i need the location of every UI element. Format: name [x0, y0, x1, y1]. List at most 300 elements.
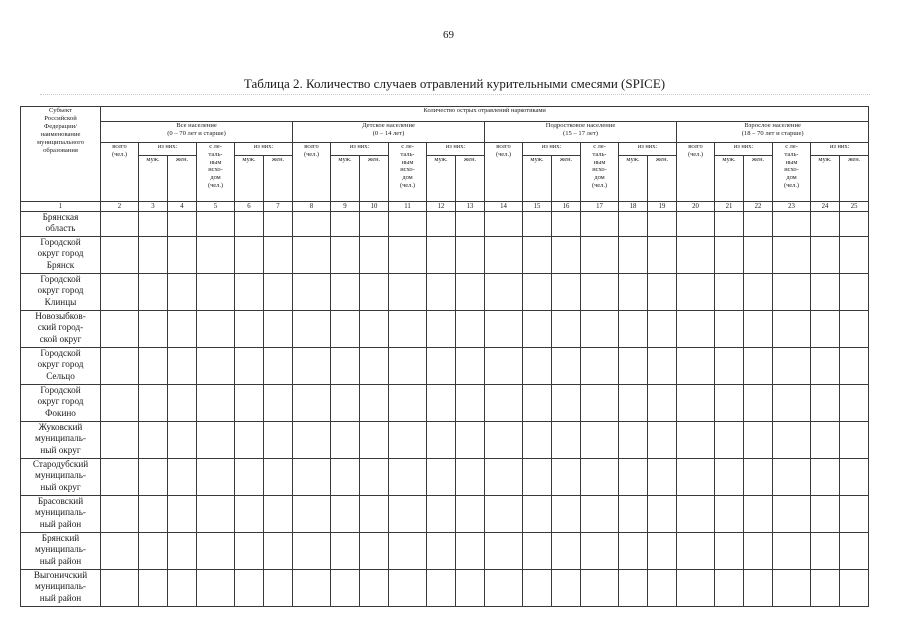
- column-number: 10: [360, 202, 389, 212]
- data-cell: [427, 570, 456, 607]
- table-row: [21, 422, 869, 459]
- lethal-header-line: (чел.): [783, 182, 800, 190]
- data-cell: [523, 274, 552, 311]
- row-name-line: Брянская: [42, 212, 79, 222]
- data-cell: [677, 422, 715, 459]
- row-name-line: Выгоничский: [33, 570, 88, 580]
- data-cell: [360, 422, 389, 459]
- data-cell: [427, 459, 456, 496]
- column-number: 5: [197, 202, 235, 212]
- row-name-line: ный район: [39, 518, 82, 529]
- lethal-header-line: (чел.): [399, 182, 416, 190]
- data-cell: [744, 570, 773, 607]
- lethal-header-line: исхо-: [592, 166, 607, 174]
- data-cell: [360, 348, 389, 385]
- data-cell: [264, 311, 293, 348]
- data-cell: [235, 311, 264, 348]
- row-name-line: ской округ: [39, 333, 82, 344]
- data-cell: [456, 212, 485, 237]
- male-header: муж.: [235, 156, 264, 202]
- data-cell: [264, 274, 293, 311]
- data-cell: [485, 570, 523, 607]
- lethal-header-line: дом: [402, 174, 413, 182]
- data-cell: [264, 348, 293, 385]
- data-cell: [811, 274, 840, 311]
- row-name-line: муниципаль-: [35, 507, 86, 518]
- lethal-header-line: таль-: [592, 150, 607, 158]
- of-them-header: из них:: [811, 143, 869, 156]
- data-cell: [389, 570, 427, 607]
- male-header: муж.: [619, 156, 648, 202]
- total-header-line: всего: [688, 143, 703, 150]
- male-header: муж.: [715, 156, 744, 202]
- group-header-line: (0 – 70 лет и старше): [167, 130, 226, 138]
- data-cell: [264, 385, 293, 422]
- group-header-line: Подростковое население: [545, 122, 616, 129]
- lethal-header-line: исхо-: [208, 166, 223, 174]
- row-name-line: Стародубский: [32, 459, 89, 469]
- data-cell: [456, 348, 485, 385]
- data-cell: [715, 311, 744, 348]
- data-cell: [677, 348, 715, 385]
- row-name: [21, 570, 101, 607]
- female-header: жен.: [456, 156, 485, 202]
- data-cell: [456, 385, 485, 422]
- data-cell: [773, 496, 811, 533]
- data-cell: [456, 237, 485, 274]
- lethal-header-line: дом: [210, 174, 221, 182]
- data-cell: [523, 237, 552, 274]
- subject-header-line: Российской: [44, 115, 77, 123]
- data-cell: [523, 348, 552, 385]
- data-cell: [552, 533, 581, 570]
- data-cell: [485, 533, 523, 570]
- total-header-line: (чел.): [687, 150, 704, 158]
- data-cell: [389, 385, 427, 422]
- row-name-line: ный округ: [40, 481, 81, 492]
- data-cell: [235, 570, 264, 607]
- row-name-line: Жуковский: [38, 422, 83, 432]
- lethal-header-line: таль-: [784, 150, 799, 158]
- data-cell: [485, 348, 523, 385]
- column-number: 14: [485, 202, 523, 212]
- column-number: 17: [581, 202, 619, 212]
- data-cell: [677, 311, 715, 348]
- data-cell: [197, 237, 235, 274]
- table-row: [21, 212, 869, 237]
- row-name-line: Городской: [40, 385, 81, 395]
- data-cell: [715, 237, 744, 274]
- data-cell: [235, 422, 264, 459]
- subject-header-line: муниципального: [36, 139, 85, 147]
- data-cell: [331, 570, 360, 607]
- column-number: 16: [552, 202, 581, 212]
- data-cell: [360, 274, 389, 311]
- data-cell: [677, 212, 715, 237]
- data-cell: [840, 385, 869, 422]
- data-cell: [485, 212, 523, 237]
- data-cell: [715, 274, 744, 311]
- data-cell: [773, 274, 811, 311]
- data-cell: [648, 570, 677, 607]
- data-cell: [264, 237, 293, 274]
- data-cell: [360, 533, 389, 570]
- row-name-line: муниципаль-: [35, 581, 86, 592]
- data-cell: [619, 311, 648, 348]
- data-cell: [744, 212, 773, 237]
- data-cell: [581, 459, 619, 496]
- row-name-line: ский город-: [37, 322, 84, 333]
- data-cell: [811, 570, 840, 607]
- data-cell: [552, 212, 581, 237]
- group-header: [293, 122, 485, 143]
- data-cell: [485, 237, 523, 274]
- data-cell: [139, 212, 168, 237]
- data-cell: [456, 459, 485, 496]
- data-cell: [168, 496, 197, 533]
- data-cell: [648, 533, 677, 570]
- data-cell: [744, 533, 773, 570]
- data-cell: [811, 422, 840, 459]
- column-number: 13: [456, 202, 485, 212]
- data-cell: [619, 274, 648, 311]
- data-cell: [427, 422, 456, 459]
- data-cell: [331, 212, 360, 237]
- data-cell: [197, 385, 235, 422]
- column-number: 2: [101, 202, 139, 212]
- data-cell: [427, 533, 456, 570]
- row-name-line: округ город: [37, 396, 84, 407]
- data-cell: [552, 496, 581, 533]
- data-cell: [773, 459, 811, 496]
- male-header: муж.: [139, 156, 168, 202]
- column-number: 4: [168, 202, 197, 212]
- data-cell: [264, 422, 293, 459]
- lethal-header-line: (чел.): [591, 182, 608, 190]
- data-cell: [715, 422, 744, 459]
- row-name: [21, 533, 101, 570]
- column-number: 3: [139, 202, 168, 212]
- data-cell: [360, 237, 389, 274]
- page-number: 69: [443, 29, 454, 41]
- data-cell: [264, 570, 293, 607]
- data-cell: [139, 348, 168, 385]
- data-cell: [456, 422, 485, 459]
- data-cell: [773, 212, 811, 237]
- data-cell: [427, 496, 456, 533]
- group-header-line: Все население: [176, 122, 217, 129]
- table-row: [21, 385, 869, 422]
- data-cell: [581, 422, 619, 459]
- column-number: 19: [648, 202, 677, 212]
- subject-header-line: образования: [43, 147, 78, 155]
- data-cell: [139, 533, 168, 570]
- data-cell: [427, 385, 456, 422]
- data-cell: [456, 533, 485, 570]
- data-cell: [840, 496, 869, 533]
- data-cell: [331, 496, 360, 533]
- of-them-header: из них:: [715, 143, 773, 156]
- data-cell: [581, 212, 619, 237]
- data-cell: [197, 533, 235, 570]
- row-name: [21, 212, 101, 237]
- row-name-line: Новозыбков-: [35, 311, 86, 321]
- row-name-line: муниципаль-: [35, 470, 86, 481]
- total-header-line: всего: [496, 143, 511, 150]
- data-cell: [677, 533, 715, 570]
- data-cell: [485, 459, 523, 496]
- lethal-header-line: с ле-: [593, 143, 606, 150]
- data-cell: [168, 237, 197, 274]
- data-cell: [485, 311, 523, 348]
- data-cell: [523, 311, 552, 348]
- of-them-header: из них:: [619, 143, 677, 156]
- data-cell: [677, 385, 715, 422]
- row-name: [21, 459, 101, 496]
- lethal-header: [389, 143, 427, 202]
- lethal-header-line: ным: [209, 158, 222, 166]
- lethal-header-line: с ле-: [209, 143, 222, 150]
- data-cell: [485, 422, 523, 459]
- data-cell: [744, 385, 773, 422]
- data-cell: [840, 311, 869, 348]
- table-row: [21, 496, 869, 533]
- data-cell: [581, 385, 619, 422]
- data-cell: [744, 274, 773, 311]
- total-header-line: (чел.): [111, 150, 128, 158]
- data-cell: [235, 533, 264, 570]
- lethal-header: [773, 143, 811, 202]
- data-cell: [293, 422, 331, 459]
- data-cell: [456, 570, 485, 607]
- data-cell: [197, 274, 235, 311]
- data-cell: [360, 212, 389, 237]
- data-cell: [619, 348, 648, 385]
- table-title-text: Количество случаев отравлений курительными смесями (SPICE): [306, 76, 666, 91]
- data-cell: [168, 422, 197, 459]
- lethal-header-line: ным: [593, 158, 606, 166]
- data-cell: [293, 212, 331, 237]
- data-cell: [197, 570, 235, 607]
- data-cell: [101, 570, 139, 607]
- table-row: [21, 311, 869, 348]
- data-cell: [648, 422, 677, 459]
- data-cell: [235, 237, 264, 274]
- data-cell: [101, 385, 139, 422]
- data-cell: [648, 459, 677, 496]
- data-cell: [197, 348, 235, 385]
- data-cell: [427, 348, 456, 385]
- data-cell: [773, 385, 811, 422]
- data-cell: [581, 311, 619, 348]
- data-cell: [235, 212, 264, 237]
- data-cell: [389, 274, 427, 311]
- row-name-line: муниципаль-: [35, 544, 86, 555]
- lethal-header-line: (чел.): [207, 182, 224, 190]
- data-cell: [523, 496, 552, 533]
- data-cell: [360, 459, 389, 496]
- subject-header: [21, 107, 101, 202]
- column-number: 22: [744, 202, 773, 212]
- data-cell: [293, 237, 331, 274]
- data-cell: [168, 459, 197, 496]
- row-name: [21, 237, 101, 274]
- data-cell: [235, 496, 264, 533]
- data-cell: [648, 385, 677, 422]
- lethal-header-line: с ле-: [401, 143, 414, 150]
- subject-header-line: наименование: [40, 131, 81, 139]
- row-name: [21, 496, 101, 533]
- data-cell: [331, 348, 360, 385]
- data-cell: [811, 459, 840, 496]
- data-cell: [389, 496, 427, 533]
- data-cell: [715, 570, 744, 607]
- data-cell: [456, 496, 485, 533]
- data-cell: [840, 533, 869, 570]
- row-name-line: Брасовский: [37, 496, 84, 506]
- data-cell: [648, 212, 677, 237]
- data-cell: [293, 533, 331, 570]
- of-them-header: из них:: [427, 143, 485, 156]
- total-header: [293, 143, 331, 202]
- column-number: 24: [811, 202, 840, 212]
- data-cell: [811, 385, 840, 422]
- data-cell: [360, 385, 389, 422]
- data-cell: [773, 237, 811, 274]
- row-name: [21, 385, 101, 422]
- row-name-line: Сельцо: [46, 370, 75, 381]
- male-header: муж.: [523, 156, 552, 202]
- data-cell: [677, 570, 715, 607]
- data-cell: [773, 348, 811, 385]
- data-cell: [485, 496, 523, 533]
- data-cell: [840, 212, 869, 237]
- row-name-line: Брянск: [46, 259, 75, 270]
- data-cell: [773, 533, 811, 570]
- female-header: жен.: [168, 156, 197, 202]
- row-name-line: Городской: [40, 348, 81, 358]
- row-name-line: округ город: [37, 285, 84, 296]
- data-cell: [581, 237, 619, 274]
- data-cell: [552, 237, 581, 274]
- data-cell: [427, 237, 456, 274]
- row-name-line: Городской: [40, 274, 81, 284]
- data-cell: [619, 533, 648, 570]
- table-row: [21, 348, 869, 385]
- data-cell: [744, 496, 773, 533]
- total-header: [485, 143, 523, 202]
- data-cell: [101, 348, 139, 385]
- data-cell: [331, 533, 360, 570]
- data-cell: [139, 570, 168, 607]
- data-cell: [677, 459, 715, 496]
- data-cell: [840, 570, 869, 607]
- data-cell: [744, 237, 773, 274]
- lethal-header-line: дом: [786, 174, 797, 182]
- row-name-line: ный район: [39, 592, 82, 603]
- total-header: [101, 143, 139, 202]
- lethal-header-line: ным: [785, 158, 798, 166]
- data-cell: [811, 311, 840, 348]
- data-cell: [619, 422, 648, 459]
- data-cell: [427, 311, 456, 348]
- data-cell: [360, 496, 389, 533]
- data-cell: [360, 311, 389, 348]
- data-cell: [840, 459, 869, 496]
- data-cell: [389, 212, 427, 237]
- data-cell: [139, 385, 168, 422]
- data-cell: [293, 385, 331, 422]
- data-cell: [331, 237, 360, 274]
- data-cell: [264, 212, 293, 237]
- data-cell: [197, 422, 235, 459]
- data-cell: [331, 385, 360, 422]
- data-cell: [648, 237, 677, 274]
- data-cell: [715, 348, 744, 385]
- total-header-line: всего: [304, 143, 319, 150]
- data-cell: [744, 422, 773, 459]
- group-header-line: (15 – 17 лет): [563, 130, 598, 138]
- lethal-header-line: таль-: [400, 150, 415, 158]
- poisoning-table: [20, 106, 869, 607]
- data-cell: [552, 385, 581, 422]
- data-cell: [523, 533, 552, 570]
- data-cell: [648, 348, 677, 385]
- data-cell: [581, 570, 619, 607]
- data-cell: [139, 496, 168, 533]
- data-cell: [293, 570, 331, 607]
- row-name-line: округ город: [37, 359, 84, 370]
- data-cell: [773, 570, 811, 607]
- data-cell: [811, 212, 840, 237]
- data-cell: [101, 237, 139, 274]
- data-cell: [331, 459, 360, 496]
- column-number: 23: [773, 202, 811, 212]
- of-them-header: из них:: [331, 143, 389, 156]
- data-cell: [235, 348, 264, 385]
- scan-divider: [40, 94, 870, 95]
- subject-header-line: Федерации/: [44, 123, 77, 131]
- data-cell: [101, 422, 139, 459]
- column-number: 20: [677, 202, 715, 212]
- data-cell: [101, 496, 139, 533]
- data-cell: [427, 274, 456, 311]
- data-cell: [744, 311, 773, 348]
- data-cell: [293, 311, 331, 348]
- column-number: 21: [715, 202, 744, 212]
- data-cell: [139, 311, 168, 348]
- data-cell: [197, 311, 235, 348]
- row-name: [21, 348, 101, 385]
- group-header: [677, 122, 869, 143]
- data-cell: [552, 311, 581, 348]
- data-cell: [677, 496, 715, 533]
- data-cell: [101, 212, 139, 237]
- total-header-line: (чел.): [495, 150, 512, 158]
- female-header: жен.: [840, 156, 869, 202]
- data-cell: [523, 212, 552, 237]
- data-cell: [619, 212, 648, 237]
- data-cell: [840, 348, 869, 385]
- lethal-header-line: дом: [594, 174, 605, 182]
- data-cell: [715, 459, 744, 496]
- row-name: [21, 274, 101, 311]
- female-header: жен.: [648, 156, 677, 202]
- data-cell: [715, 385, 744, 422]
- female-header: жен.: [744, 156, 773, 202]
- data-cell: [523, 422, 552, 459]
- row-name-line: округ город: [37, 248, 84, 259]
